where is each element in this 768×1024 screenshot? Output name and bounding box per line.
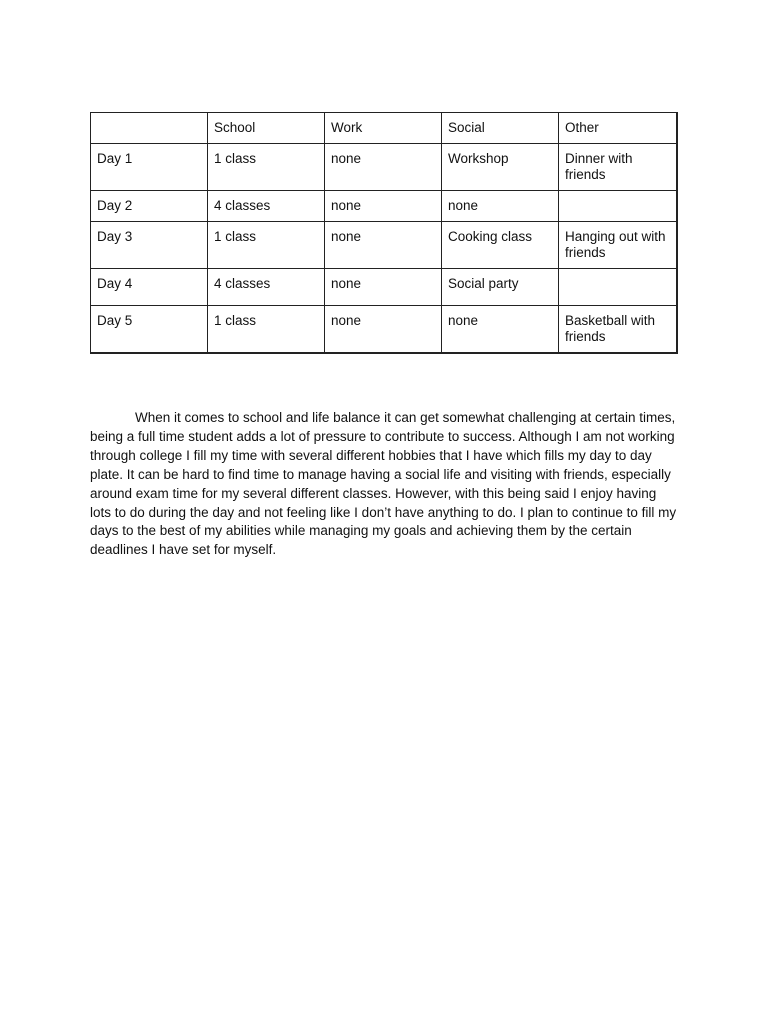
table-cell-day: Day 1	[91, 144, 208, 191]
table-cell-day: Day 2	[91, 191, 208, 222]
schedule-table	[90, 112, 678, 354]
header-cell-work: Work	[325, 113, 442, 144]
table-cell-social: none	[442, 306, 559, 354]
table-cell-other	[559, 191, 677, 222]
table-cell-school: 4 classes	[208, 269, 325, 306]
header-cell-blank	[91, 113, 208, 144]
table-cell-school: 1 class	[208, 144, 325, 191]
header-cell-social: Social	[442, 113, 559, 144]
header-cell-other: Other	[559, 113, 677, 144]
table-header-row	[91, 113, 677, 144]
table-row	[91, 269, 677, 306]
table-cell-day: Day 4	[91, 269, 208, 306]
table-cell-social: Workshop	[442, 144, 559, 191]
table-cell-other: Hanging out with friends	[559, 222, 677, 269]
table-cell-social: Social party	[442, 269, 559, 306]
table-cell-social: Cooking class	[442, 222, 559, 269]
table-cell-school: 4 classes	[208, 191, 325, 222]
table-row	[91, 306, 677, 354]
table-cell-other	[559, 269, 677, 306]
header-cell-school: School	[208, 113, 325, 144]
table-cell-social: none	[442, 191, 559, 222]
table-row	[91, 222, 677, 269]
table-cell-other: Basketball with friends	[559, 306, 677, 354]
table-cell-work: none	[325, 144, 442, 191]
essay-paragraph: When it comes to school and life balance it can get somewhat challenging at certain times, being a full time student adds a lot of pressure to contribute to success. Although I am not working through college I fill my time with several different hobbies that I have which fills my day to day plate. It can be hard to find time to manage having a social life and visiting with friends, especially around exam time for my several different classes. However, with this being said I enjoy having lots to do during the day and not feeling like I don’t have anything to do. I plan to continue to fill my days to the best of my abilities while managing my goals and achieving them by the certain deadlines I have set for myself.	[90, 410, 677, 558]
table-row	[91, 144, 677, 191]
table-cell-work: none	[325, 269, 442, 306]
table-cell-other: Dinner with friends	[559, 144, 677, 191]
table-row	[91, 191, 677, 222]
table-cell-work: none	[325, 306, 442, 354]
table-cell-work: none	[325, 191, 442, 222]
table-cell-school: 1 class	[208, 306, 325, 354]
table-cell-day: Day 5	[91, 306, 208, 354]
table-cell-work: none	[325, 222, 442, 269]
table-cell-school: 1 class	[208, 222, 325, 269]
table-cell-day: Day 3	[91, 222, 208, 269]
